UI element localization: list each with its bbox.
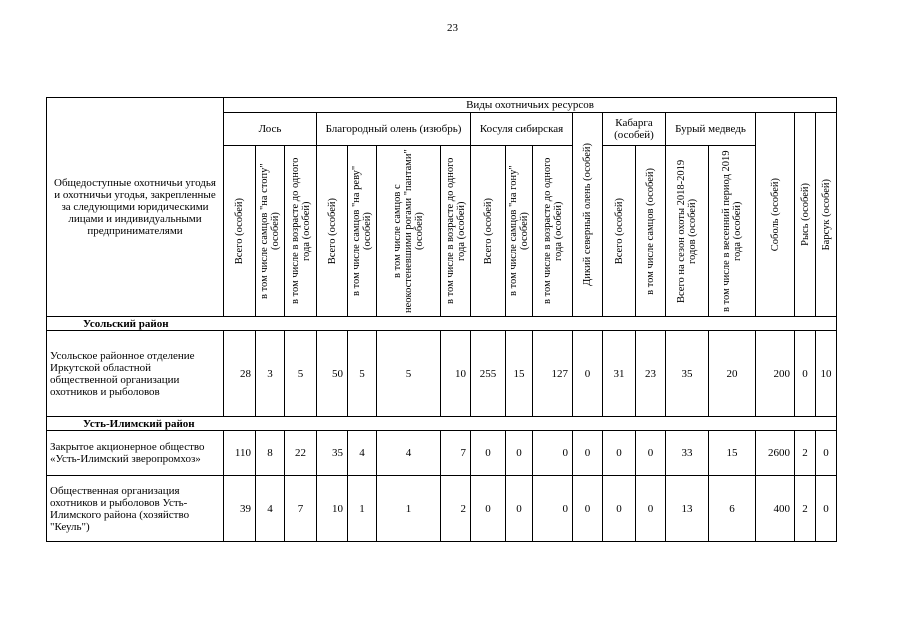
table-cell: 0: [506, 476, 533, 542]
table-cell: 7: [441, 431, 471, 476]
table-cell: 31: [603, 331, 636, 417]
table-cell: 0: [603, 476, 636, 542]
table-cell: 39: [224, 476, 256, 542]
table-cell: 20: [709, 331, 756, 417]
table-cell: 15: [506, 331, 533, 417]
table-cell: 10: [816, 331, 837, 417]
table-cell: 2: [441, 476, 471, 542]
table-cell: 4: [256, 476, 285, 542]
table-cell: 15: [709, 431, 756, 476]
table-cell: 0: [603, 431, 636, 476]
page-number: 23: [447, 22, 458, 34]
table-cell: 5: [285, 331, 317, 417]
table-cell: 0: [533, 476, 573, 542]
table-cell: 33: [666, 431, 709, 476]
table-cell: 28: [224, 331, 256, 417]
table-cell: 35: [317, 431, 348, 476]
group-kabarga: Кабарга (особей): [603, 113, 666, 146]
col-olen-males: в том числе самцов "на реву" (особей): [348, 146, 377, 317]
table-cell: 10: [317, 476, 348, 542]
table-cell: 127: [533, 331, 573, 417]
col-los-males: в том числе самцов "на стопу" (особей): [256, 146, 285, 317]
col-los-young: в том числе в возрасте до одного года (особей): [285, 146, 317, 317]
table-cell: 0: [816, 431, 837, 476]
table-cell: 0: [471, 476, 506, 542]
table-cell: 5: [348, 331, 377, 417]
table-cell: 255: [471, 331, 506, 417]
table-cell: 400: [756, 476, 795, 542]
table-cell: 22: [285, 431, 317, 476]
table-cell: 0: [471, 431, 506, 476]
group-medved: Бурый медведь: [666, 113, 756, 146]
table-cell: 7: [285, 476, 317, 542]
table-cell: 0: [573, 331, 603, 417]
table-cell: 23: [636, 331, 666, 417]
table-row: [47, 476, 837, 542]
table-cell: 0: [636, 476, 666, 542]
district-name: Усть-Илимский район: [47, 417, 837, 431]
col-olen-antlers: в том числе самцов с неокостеневшими рогами "пантами" (особей): [377, 146, 441, 317]
district-row: [47, 417, 837, 431]
table-cell: 3: [256, 331, 285, 417]
table-cell: 4: [348, 431, 377, 476]
table-cell: 10: [441, 331, 471, 417]
col-los-total: Всего (особей): [224, 146, 256, 317]
col-bear-spring: в том числе в весенний период 2019 года (особей): [709, 146, 756, 317]
table-cell: 0: [573, 431, 603, 476]
col-kab-total: Всего (особей): [603, 146, 636, 317]
table-cell: 200: [756, 331, 795, 417]
col-badger: Барсук (особей): [816, 113, 837, 317]
table-cell: 6: [709, 476, 756, 542]
organization-name: Закрытое акционерное общество «Усть-Илимский зверопромхоз»: [47, 431, 224, 476]
table-row: [47, 431, 837, 476]
district-name: Усольский район: [47, 317, 837, 331]
col-kos-males: в том числе самцов "на гону" (особей): [506, 146, 533, 317]
table-cell: 8: [256, 431, 285, 476]
col-olen-total: Всего (особей): [317, 146, 348, 317]
col-reindeer: Дикий северный олень (особей): [573, 113, 603, 317]
table-cell: 2: [795, 431, 816, 476]
table-cell: 0: [533, 431, 573, 476]
organization-name: Усольское районное отделение Иркутской областной общественной организации охотников и рыболовов: [47, 331, 224, 417]
table-row: [47, 331, 837, 417]
table-cell: 0: [506, 431, 533, 476]
col-sable: Соболь (особей): [756, 113, 795, 317]
col-kos-total: Всего (особей): [471, 146, 506, 317]
table-cell: 0: [816, 476, 837, 542]
col-lynx: Рысь (особей): [795, 113, 816, 317]
table-cell: 2: [795, 476, 816, 542]
table-cell: 0: [636, 431, 666, 476]
col-kab-males: в том числе самцов (особей): [636, 146, 666, 317]
col-olen-young: в том числе в возрасте до одного года (особей): [441, 146, 471, 317]
district-row: [47, 317, 837, 331]
group-los: Лось: [224, 113, 317, 146]
hunting-resources-table: [46, 97, 837, 542]
table-cell: 0: [573, 476, 603, 542]
organization-name: Общественная организация охотников и рыболовов Усть-Илимского района (хозяйство "Кеуль"): [47, 476, 224, 542]
table-cell: 4: [377, 431, 441, 476]
table-cell: 5: [377, 331, 441, 417]
col-bear-season: Всего на сезон охоты 2018-2019 годов (особей): [666, 146, 709, 317]
row-label-header: Общедоступные охотничьи угодья и охотничьи угодья, закрепленные за следующими юридическими лицами и индивидуальными предпринимателями: [47, 98, 224, 317]
table-cell: 35: [666, 331, 709, 417]
table-cell: 0: [795, 331, 816, 417]
table-cell: 110: [224, 431, 256, 476]
table-cell: 1: [348, 476, 377, 542]
resources-title: Виды охотничьих ресурсов: [224, 98, 837, 113]
table-cell: 1: [377, 476, 441, 542]
table-cell: 13: [666, 476, 709, 542]
table-cell: 2600: [756, 431, 795, 476]
table-cell: 50: [317, 331, 348, 417]
group-kosulya: Косуля сибирская: [471, 113, 573, 146]
col-kos-young: в том числе в возрасте до одного года (особей): [533, 146, 573, 317]
group-olen: Благородный олень (изюбрь): [317, 113, 471, 146]
